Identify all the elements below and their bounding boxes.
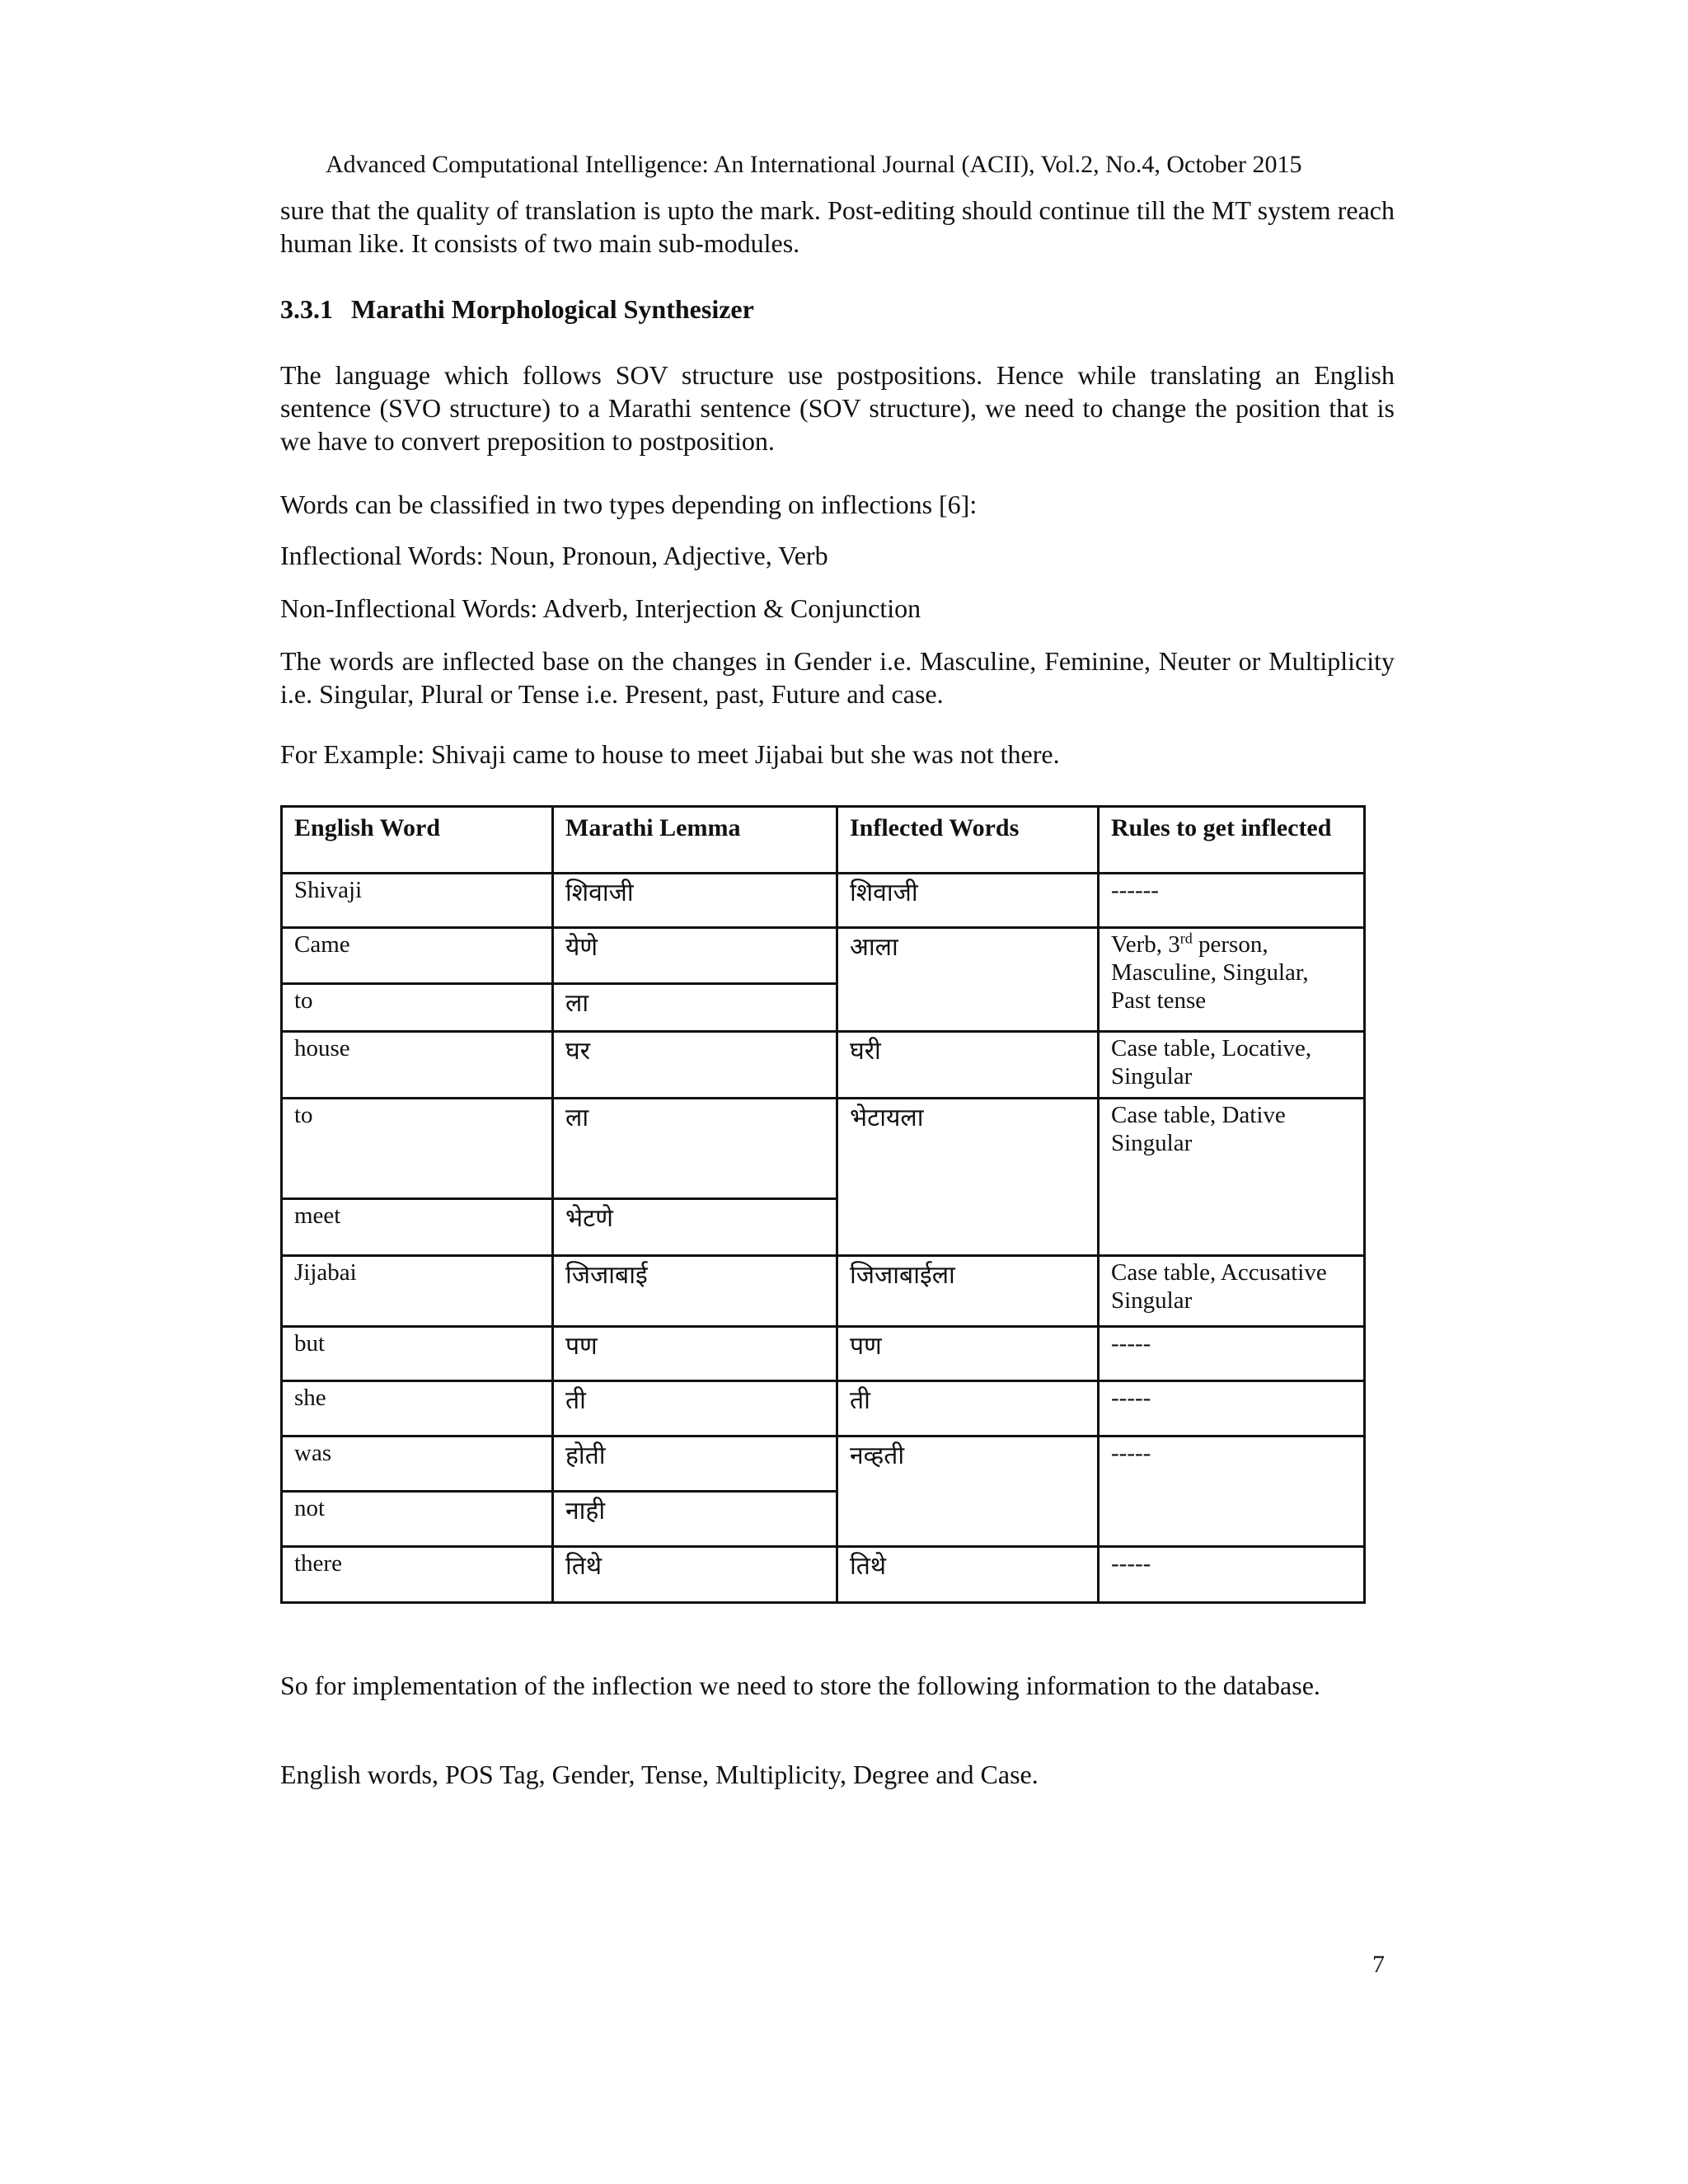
- table-row: [282, 874, 1365, 928]
- column-header: Rules to get inflected: [1099, 807, 1365, 874]
- table-row: [282, 928, 1365, 984]
- inflected-word-cell: भेटायला: [837, 1099, 1099, 1256]
- english-word-cell: Came: [282, 928, 553, 984]
- column-header: Inflected Words: [837, 807, 1099, 874]
- inflected-word-cell: नव्हती: [837, 1436, 1099, 1547]
- inflected-word-cell: तिथे: [837, 1547, 1099, 1603]
- ordinal-suffix: rd: [1179, 930, 1193, 947]
- english-word-cell: there: [282, 1547, 553, 1603]
- inflected-word-cell: पण: [837, 1327, 1099, 1381]
- table-row: [282, 1436, 1365, 1492]
- section-number: 3.3.1: [280, 294, 333, 324]
- inflected-word-cell: ती: [837, 1381, 1099, 1436]
- marathi-lemma-cell: तिथे: [553, 1547, 837, 1603]
- inflected-word-cell: जिजाबाईला: [837, 1256, 1099, 1327]
- paragraph-classification: Words can be classified in two types depending on inflections [6]:: [280, 490, 978, 519]
- paragraph-inflectional: Inflectional Words: Noun, Pronoun, Adjective, Verb: [280, 541, 828, 570]
- paragraph-sov: The language which follows SOV structure use postpositions. Hence while translating an English sentence (SVO structure) to a Marathi sentence (SOV structure), we need to change the position that is we have to convert preposition to postposition.: [280, 360, 1395, 456]
- marathi-lemma-cell: भेटणे: [553, 1199, 837, 1256]
- table-row: [282, 1381, 1365, 1436]
- marathi-lemma-cell: ला: [553, 984, 837, 1032]
- marathi-lemma-cell: पण: [553, 1327, 837, 1381]
- intro-paragraph: sure that the quality of translation is upto the mark. Post-editing should continue till the MT system reach human like. It consists of two main sub-modules.: [280, 195, 1395, 258]
- paragraph-non-inflectional: Non-Inflectional Words: Adverb, Interjection & Conjunction: [280, 593, 921, 623]
- rule-cell: [1099, 928, 1365, 1032]
- table-row: [282, 1099, 1365, 1199]
- marathi-lemma-cell: ला: [553, 1099, 837, 1199]
- rule-cell: Case table, Dative Singular: [1099, 1099, 1365, 1256]
- marathi-lemma-cell: घर: [553, 1032, 837, 1099]
- english-word-cell: was: [282, 1436, 553, 1492]
- section-heading: [280, 293, 1395, 326]
- rule-cell: ------: [1099, 874, 1365, 928]
- running-header: Advanced Computational Intelligence: An International Journal (ACII), Vol.2, No.4, October 2015: [326, 151, 1302, 178]
- english-word-cell: meet: [282, 1199, 553, 1256]
- paragraph-example: For Example: Shivaji came to house to meet Jijabai but she was not there.: [280, 739, 1060, 769]
- table-row: [282, 1032, 1365, 1099]
- table-row: [282, 1547, 1365, 1603]
- inflection-table: [280, 805, 1366, 1604]
- inflected-word-cell: घरी: [837, 1032, 1099, 1099]
- rule-cell: Case table, Accusative Singular: [1099, 1256, 1365, 1327]
- rule-cell: -----: [1099, 1327, 1365, 1381]
- english-word-cell: but: [282, 1327, 553, 1381]
- rule-cell: -----: [1099, 1436, 1365, 1547]
- paragraph-database-fields: English words, POS Tag, Gender, Tense, Multiplicity, Degree and Case.: [280, 1760, 1039, 1789]
- marathi-lemma-cell: जिजाबाई: [553, 1256, 837, 1327]
- column-header: Marathi Lemma: [553, 807, 837, 874]
- english-word-cell: she: [282, 1381, 553, 1436]
- english-word-cell: house: [282, 1032, 553, 1099]
- table-row: [282, 1256, 1365, 1327]
- rule-cell: -----: [1099, 1381, 1365, 1436]
- english-word-cell: Shivaji: [282, 874, 553, 928]
- rule-cell: -----: [1099, 1547, 1365, 1603]
- marathi-lemma-cell: ती: [553, 1381, 837, 1436]
- column-header: English Word: [282, 807, 553, 874]
- rule-text: Verb, 3: [1111, 931, 1180, 958]
- rule-cell: Case table, Locative, Singular: [1099, 1032, 1365, 1099]
- inflected-word-cell: शिवाजी: [837, 874, 1099, 928]
- paragraph-inflection-basis: The words are inflected base on the changes in Gender i.e. Masculine, Feminine, Neuter or Multiplicity i.e. Singular, Plural or Tense i.e. Present, past, Future and case.: [280, 646, 1395, 709]
- english-word-cell: not: [282, 1492, 553, 1547]
- table-header-row: [282, 807, 1365, 874]
- marathi-lemma-cell: होती: [553, 1436, 837, 1492]
- inflected-word-cell: आला: [837, 928, 1099, 1032]
- page-number: 7: [1372, 1951, 1385, 1978]
- marathi-lemma-cell: येणे: [553, 928, 837, 984]
- english-word-cell: to: [282, 1099, 553, 1199]
- section-title: Marathi Morphological Synthesizer: [351, 294, 754, 324]
- marathi-lemma-cell: शिवाजी: [553, 874, 837, 928]
- english-word-cell: to: [282, 984, 553, 1032]
- table-row: [282, 1327, 1365, 1381]
- english-word-cell: Jijabai: [282, 1256, 553, 1327]
- marathi-lemma-cell: नाही: [553, 1492, 837, 1547]
- rule-text: person, Masculine, Singular, Past tense: [1111, 931, 1309, 1014]
- paragraph-implementation: So for implementation of the inflection we need to store the following information to the database.: [280, 1671, 1320, 1700]
